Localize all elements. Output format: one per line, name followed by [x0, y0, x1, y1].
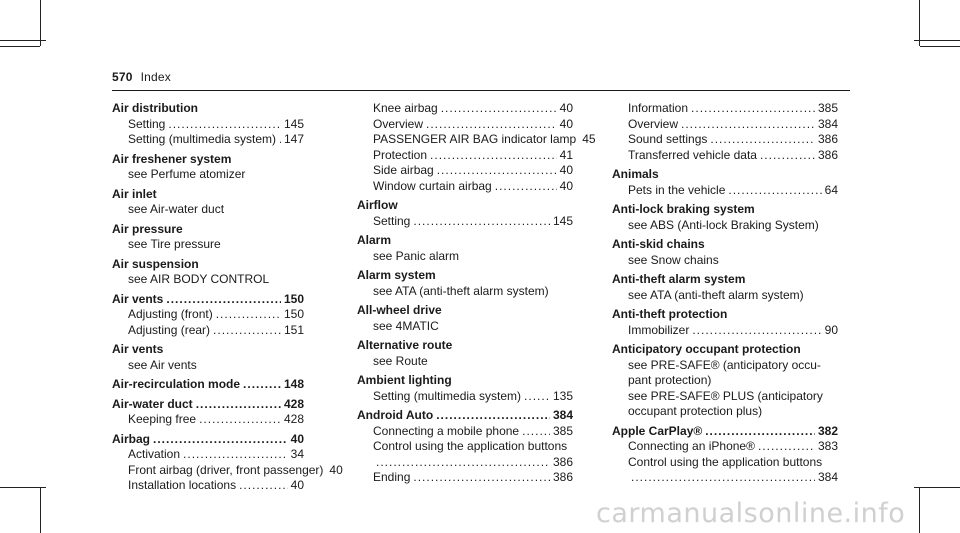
- page-reference: 150: [283, 291, 304, 306]
- entry-text: see Perfume atomizer: [128, 167, 246, 181]
- watermark: carmanualsonline.info: [596, 498, 906, 529]
- entry-text: PASSENGER AIR BAG indicator lamp: [373, 132, 577, 146]
- index-heading: [612, 424, 838, 440]
- index-heading: [112, 342, 304, 358]
- page-header: [112, 70, 171, 84]
- page-reference: 90: [824, 322, 838, 337]
- index-subentry: [612, 101, 838, 117]
- index-subentry: [112, 237, 304, 253]
- page-reference: 34: [290, 447, 304, 461]
- index-subentry: [357, 132, 596, 148]
- entry-text: see Snow chains: [628, 252, 719, 267]
- index-heading: [612, 272, 838, 288]
- index-column-2: [357, 101, 596, 486]
- index-subentry: [112, 462, 343, 479]
- page-reference: 385: [817, 101, 838, 115]
- entry-text: Airbag: [112, 431, 151, 446]
- page-reference: 145: [283, 116, 304, 131]
- crop-mark: [919, 487, 920, 533]
- leader-dots: [728, 183, 821, 199]
- entry-text: Anticipatory occupant protection: [612, 342, 801, 356]
- entry-text: Adjusting (rear): [128, 322, 211, 337]
- leader-dots: [705, 424, 815, 440]
- index-subentry: [357, 455, 573, 471]
- leader-dots: [760, 148, 815, 164]
- leader-dots: [426, 117, 557, 133]
- index-heading: [612, 342, 838, 358]
- index-heading: [612, 307, 838, 323]
- index-heading: [612, 167, 838, 183]
- entry-text: Keeping free: [128, 412, 197, 426]
- index-heading: [612, 237, 838, 253]
- index-subentry: [612, 117, 838, 133]
- page-reference: 40: [559, 163, 573, 177]
- entry-text: see PRE-SAFE® PLUS (anticipatory: [628, 388, 823, 403]
- index-subentry: [112, 412, 304, 428]
- entry-text: see ATA (anti-theft alarm system): [628, 287, 804, 302]
- entry-text: Alarm: [357, 233, 392, 247]
- entry-text: Anti-theft protection: [612, 307, 728, 321]
- leader-dots: [522, 424, 550, 440]
- leader-dots: [437, 163, 557, 179]
- entry-text: see Panic alarm: [373, 248, 460, 263]
- page-reference: 41: [559, 147, 573, 162]
- leader-dots: [413, 470, 550, 486]
- page-reference: 40: [559, 101, 573, 115]
- crop-mark: [914, 40, 960, 41]
- index-subentry: [612, 323, 838, 339]
- page-reference: 64: [824, 182, 838, 197]
- entry-text: see PRE-SAFE® (anticipatory occu-: [628, 357, 821, 372]
- page-reference: 382: [817, 423, 838, 438]
- entry-text: see ATA (anti-theft alarm system): [373, 283, 549, 298]
- entry-text: Control using the application buttons: [373, 439, 568, 453]
- index-heading: [357, 373, 573, 389]
- entry-text: Control using the application buttons: [628, 454, 823, 469]
- entry-text: Alternative route: [357, 338, 453, 352]
- page-reference: 384: [817, 116, 838, 131]
- page-reference: 386: [552, 454, 573, 469]
- index-column-3: [612, 101, 838, 486]
- crop-mark: [920, 46, 960, 47]
- index-subentry: [357, 214, 573, 230]
- index-heading: [112, 377, 304, 393]
- entry-text: Setting (multimedia system): [128, 132, 277, 146]
- page-reference: 147: [283, 132, 304, 146]
- entry-text: Setting: [128, 116, 166, 131]
- index-subentry: [357, 284, 573, 300]
- entry-text: Adjusting (front): [128, 307, 213, 321]
- index-subentry: [112, 272, 304, 288]
- crop-mark: [0, 487, 46, 488]
- leader-dots: [239, 478, 288, 494]
- index-heading: [612, 202, 838, 218]
- index-subentry: [612, 470, 838, 486]
- entry-text: Connecting a mobile phone: [373, 423, 520, 438]
- page-reference: 148: [283, 377, 304, 391]
- index-subentry: [612, 148, 838, 164]
- index-subentry: [612, 132, 838, 148]
- index-subentry: [612, 253, 838, 269]
- page-reference: 145: [552, 213, 573, 228]
- entry-text: All-wheel drive: [357, 303, 442, 317]
- index-heading: [112, 432, 304, 448]
- section-title: Index: [140, 70, 171, 84]
- entry-text: Animals: [612, 167, 659, 181]
- index-subentry: [357, 424, 573, 440]
- index-subentry: [357, 470, 573, 486]
- index-heading: [357, 408, 573, 424]
- leader-dots: [413, 214, 550, 230]
- entry-text: Ending: [373, 470, 411, 484]
- entry-text: occupant protection plus): [628, 404, 763, 418]
- page-reference: 45: [582, 132, 596, 146]
- entry-text: Overview: [628, 116, 679, 131]
- page-reference: 383: [817, 439, 838, 453]
- page-reference: 151: [283, 322, 304, 337]
- entry-text: Air inlet: [112, 186, 157, 201]
- index-subentry: [612, 183, 838, 199]
- index-subentry: [612, 218, 838, 234]
- index-subentry: [112, 358, 304, 374]
- index-subentry: [612, 439, 838, 455]
- entry-text: Air-water duct: [112, 396, 193, 411]
- leader-dots: [376, 455, 550, 471]
- page-number: 570: [112, 70, 133, 84]
- entry-text: Side airbag: [373, 163, 434, 177]
- entry-text: see Air-water duct: [128, 202, 225, 216]
- index-heading: [112, 292, 304, 308]
- leader-dots: [758, 439, 815, 455]
- index-subentry: [357, 389, 573, 405]
- leader-dots: [681, 117, 815, 133]
- entry-text: Air freshener system: [112, 151, 232, 166]
- leader-dots: [166, 292, 281, 308]
- index-heading: [112, 397, 304, 413]
- index-heading: [112, 187, 304, 203]
- entry-text: see Route: [373, 353, 428, 368]
- entry-text: Anti-theft alarm system: [612, 272, 746, 286]
- entry-text: Activation: [128, 447, 181, 461]
- entry-text: Air distribution: [112, 101, 198, 115]
- header-rule: [112, 90, 850, 91]
- entry-text: Protection: [373, 147, 428, 162]
- index-heading: [357, 303, 573, 319]
- index-subentry: [612, 404, 838, 420]
- page-reference: 40: [290, 478, 304, 492]
- entry-text: Overview: [373, 116, 424, 131]
- leader-dots: [183, 447, 288, 463]
- entry-text: Ambient lighting: [357, 373, 452, 387]
- crop-mark: [40, 487, 41, 533]
- index-subentry: [357, 319, 573, 335]
- index-subentry: [357, 179, 573, 195]
- entry-text: Sound settings: [628, 132, 708, 146]
- index-heading: [112, 257, 304, 273]
- index-subentry: [112, 478, 304, 494]
- leader-dots: [436, 408, 550, 424]
- leader-dots: [279, 132, 281, 148]
- index-subentry: [357, 439, 573, 455]
- leader-dots: [153, 432, 288, 448]
- entry-text: Installation locations: [128, 478, 237, 492]
- entry-text: Connecting an iPhone®: [628, 439, 755, 453]
- entry-text: Transferred vehicle data: [628, 147, 757, 162]
- leader-dots: [524, 389, 550, 405]
- leader-dots: [213, 323, 281, 339]
- leader-dots: [691, 101, 815, 117]
- leader-dots: [196, 397, 281, 413]
- entry-text: Setting: [373, 213, 411, 228]
- page-reference: 386: [552, 470, 573, 484]
- index-subentry: [112, 307, 304, 323]
- index-subentry: [612, 389, 838, 405]
- page-reference: 385: [552, 423, 573, 438]
- leader-dots: [441, 101, 557, 117]
- crop-mark: [0, 46, 40, 47]
- crop-mark: [0, 40, 46, 41]
- entry-text: Android Auto: [357, 408, 434, 422]
- page-reference: 386: [817, 132, 838, 146]
- entry-text: Air pressure: [112, 221, 183, 236]
- page-reference: 40: [559, 178, 573, 193]
- index-subentry: [612, 288, 838, 304]
- page-reference: 386: [817, 147, 838, 162]
- entry-text: Air vents: [112, 291, 164, 306]
- index-subentry: [112, 132, 304, 148]
- entry-text: Window curtain airbag: [373, 178, 492, 193]
- entry-text: see Air vents: [128, 357, 197, 372]
- page-reference: 428: [283, 396, 304, 411]
- index-subentry: [612, 455, 838, 471]
- entry-text: see AIR BODY CONTROL: [128, 272, 270, 286]
- index-subentry: [357, 163, 573, 179]
- entry-text: Immobilizer: [628, 322, 690, 337]
- entry-text: Knee airbag: [373, 101, 438, 115]
- entry-text: see 4MATIC: [373, 318, 439, 333]
- entry-text: Setting (multimedia system): [373, 388, 522, 403]
- entry-text: Anti-skid chains: [612, 237, 705, 251]
- index-heading: [357, 338, 573, 354]
- index-subentry: [612, 358, 838, 374]
- page-reference: 135: [552, 388, 573, 403]
- index-subentry: [112, 117, 304, 133]
- page-reference: 40: [559, 116, 573, 131]
- index-subentry: [357, 101, 573, 117]
- index-heading: [112, 101, 304, 117]
- entry-text: see Tire pressure: [128, 237, 221, 251]
- page-reference: 384: [817, 470, 838, 484]
- index-subentry: [612, 373, 838, 389]
- index-subentry: [357, 117, 573, 133]
- entry-text: see ABS (Anti-lock Braking System): [628, 217, 819, 232]
- page-reference: 384: [552, 408, 573, 422]
- index-subentry: [357, 148, 573, 164]
- leader-dots: [710, 132, 815, 148]
- index-subentry: [357, 249, 573, 265]
- leader-dots: [430, 148, 557, 164]
- entry-text: Air-recirculation mode: [112, 377, 241, 391]
- index-subentry: [112, 167, 304, 183]
- leader-dots: [692, 323, 821, 339]
- index-heading: [112, 222, 304, 238]
- entry-text: Pets in the vehicle: [628, 182, 726, 197]
- index-heading: [112, 152, 304, 168]
- leader-dots: [243, 377, 281, 393]
- leader-dots: [199, 412, 281, 428]
- page-reference: 40: [329, 462, 343, 477]
- leader-dots: [168, 117, 281, 133]
- entry-text: Air vents: [112, 342, 164, 356]
- page-reference: 150: [283, 307, 304, 321]
- index-subentry: [112, 323, 304, 339]
- leader-dots: [495, 179, 557, 195]
- entry-text: pant protection): [628, 373, 712, 387]
- entry-text: Front airbag (driver, front passenger): [128, 462, 324, 477]
- index-subentry: [112, 202, 304, 218]
- index-heading: [357, 233, 573, 249]
- entry-text: Information: [628, 101, 689, 115]
- index-subentry: [357, 354, 573, 370]
- crop-mark: [914, 487, 960, 488]
- leader-dots: [216, 307, 281, 323]
- leader-dots: [631, 470, 815, 486]
- index-heading: [357, 268, 573, 284]
- entry-text: Apple CarPlay®: [612, 423, 703, 438]
- page-reference: 40: [290, 431, 304, 446]
- entry-text: Air suspension: [112, 256, 199, 271]
- index-subentry: [112, 447, 304, 463]
- entry-text: Airflow: [357, 198, 398, 212]
- index-column-1: [112, 101, 343, 494]
- page-reference: 428: [283, 412, 304, 426]
- index-heading: [357, 198, 573, 214]
- entry-text: Anti-lock braking system: [612, 202, 755, 216]
- entry-text: Alarm system: [357, 268, 436, 282]
